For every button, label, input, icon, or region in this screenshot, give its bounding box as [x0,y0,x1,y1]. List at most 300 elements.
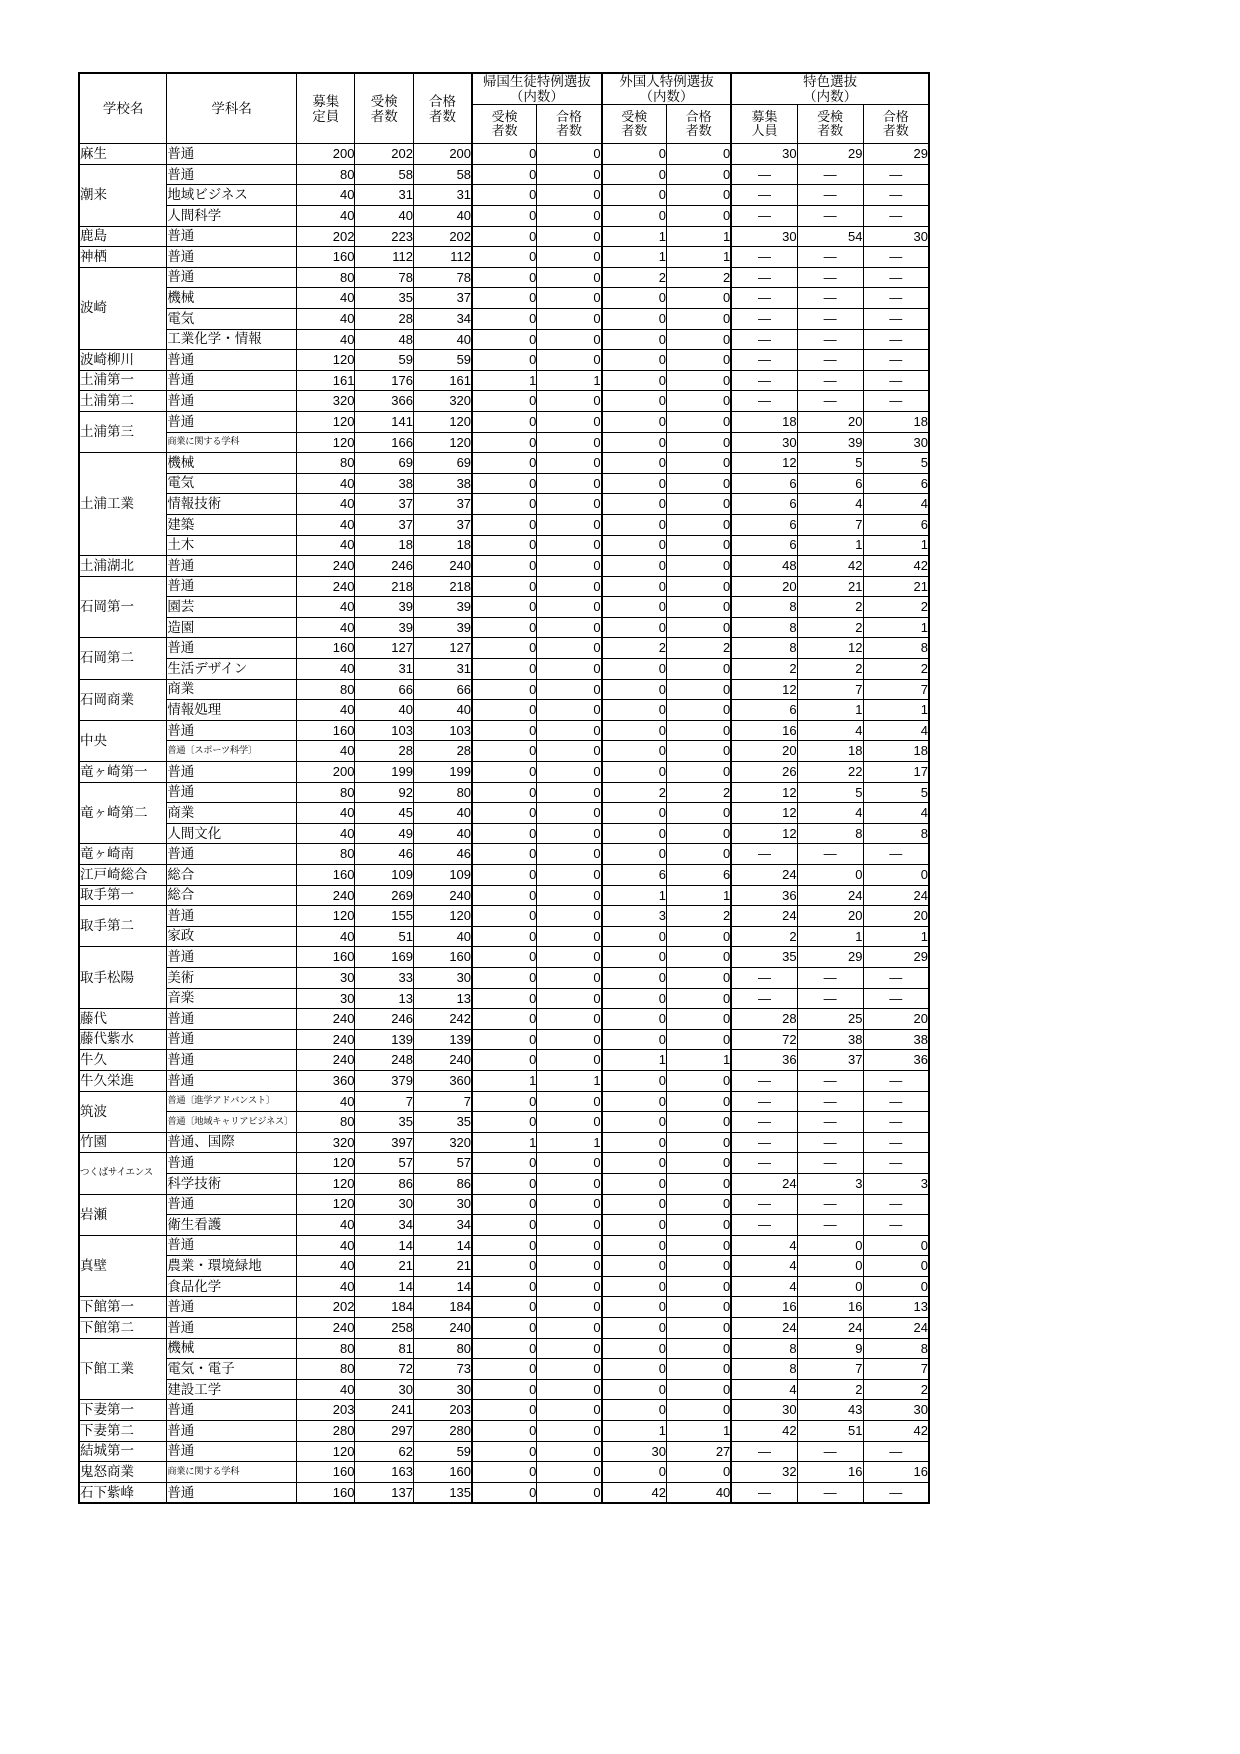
returnee-applicants-cell: 0 [472,885,537,906]
special-applicants-cell: ― [797,1070,863,1091]
department-name-cell: 造園 [167,617,297,638]
table-row [79,1091,929,1112]
foreign-passed-cell: 0 [666,1194,731,1215]
returnee-applicants-cell: 0 [472,1009,537,1030]
passed-cell: 37 [414,288,473,309]
passed-cell: 86 [414,1173,473,1194]
passed-cell: 360 [414,1070,473,1091]
special-applicants-cell: 5 [797,453,863,474]
table-row [79,1482,929,1503]
special-passed-cell: 38 [863,1029,929,1050]
special-quota-cell: 30 [731,1400,797,1421]
passed-cell: 59 [414,350,473,371]
school-name-cell: 真壁 [79,1235,167,1297]
department-name-cell: 美術 [167,967,297,988]
applicants-cell: 72 [355,1359,414,1380]
school-name-cell: 波崎柳川 [79,350,167,371]
special-applicants-cell: 24 [797,885,863,906]
applicants-cell: 81 [355,1338,414,1359]
returnee-applicants-cell: 0 [472,823,537,844]
special-passed-cell: 4 [863,720,929,741]
table-row [79,885,929,906]
returnee-passed-cell: 0 [537,967,602,988]
special-passed-cell: 1 [863,617,929,638]
foreign-passed-cell: 0 [666,988,731,1009]
returnee-applicants-cell: 0 [472,432,537,453]
department-name-cell: 人間文化 [167,823,297,844]
returnee-applicants-cell: 0 [472,1194,537,1215]
table-row [79,576,929,597]
foreign-passed-cell: 0 [666,926,731,947]
foreign-applicants-cell: 0 [602,453,667,474]
quota-cell: 40 [296,1091,355,1112]
special-applicants-cell: 12 [797,638,863,659]
applicants-cell: 258 [355,1318,414,1339]
applicants-cell: 379 [355,1070,414,1091]
special-passed-cell: 4 [863,494,929,515]
table-row [79,617,929,638]
department-name-cell: 建設工学 [167,1379,297,1400]
returnee-passed-cell: 1 [537,370,602,391]
special-passed-cell: 0 [863,1276,929,1297]
special-passed-cell: 30 [863,226,929,247]
passed-cell: 161 [414,370,473,391]
table-row [79,782,929,803]
foreign-applicants-cell: 0 [602,1091,667,1112]
special-passed-cell: ― [863,1482,929,1503]
returnee-passed-cell: 0 [537,926,602,947]
foreign-applicants-cell: 0 [602,308,667,329]
table-row [79,762,929,783]
returnee-applicants-cell: 0 [472,267,537,288]
special-passed-cell: ― [863,247,929,268]
table-row [79,865,929,886]
foreign-applicants-cell: 0 [602,144,667,165]
quota-cell: 202 [296,1297,355,1318]
special-quota-cell: 32 [731,1462,797,1483]
department-name-cell: 機械 [167,288,297,309]
applicants-cell: 62 [355,1441,414,1462]
foreign-applicants-cell: 30 [602,1441,667,1462]
department-name-cell: 商業に関する学科 [167,432,297,453]
special-passed-cell: ― [863,1215,929,1236]
returnee-applicants-cell: 0 [472,1112,537,1133]
foreign-passed-cell: 2 [666,906,731,927]
returnee-passed-cell: 0 [537,1029,602,1050]
foreign-passed-cell: 0 [666,288,731,309]
returnee-applicants-cell: 0 [472,391,537,412]
returnee-passed-cell: 0 [537,329,602,350]
special-quota-cell: ― [731,206,797,227]
passed-cell: 28 [414,741,473,762]
special-applicants-cell: ― [797,370,863,391]
table-row [79,288,929,309]
special-passed-cell: ― [863,370,929,391]
applicants-cell: 14 [355,1235,414,1256]
applicants-cell: 18 [355,535,414,556]
table-row [79,1132,929,1153]
special-quota-cell: ― [731,308,797,329]
department-name-cell: 普通、国際 [167,1132,297,1153]
foreign-passed-cell: 0 [666,1112,731,1133]
quota-cell: 120 [296,350,355,371]
table-row [79,370,929,391]
header-school: 学校名 [79,73,167,144]
quota-cell: 40 [296,206,355,227]
department-name-cell: 情報処理 [167,700,297,721]
special-applicants-cell: 3 [797,1173,863,1194]
returnee-applicants-cell: 0 [472,288,537,309]
school-name-cell: 麻生 [79,144,167,165]
special-applicants-cell: ― [797,267,863,288]
quota-cell: 40 [296,823,355,844]
special-applicants-cell: ― [797,350,863,371]
department-name-cell: 普通〔地域キャリアビジネス〕 [167,1112,297,1133]
special-applicants-cell: ― [797,1441,863,1462]
foreign-passed-cell: 0 [666,206,731,227]
department-name-cell: 総合 [167,885,297,906]
quota-cell: 80 [296,782,355,803]
special-passed-cell: 13 [863,1297,929,1318]
special-applicants-cell: ― [797,1194,863,1215]
quota-cell: 120 [296,432,355,453]
applicants-cell: 37 [355,494,414,515]
special-passed-cell: 7 [863,1359,929,1380]
returnee-passed-cell: 0 [537,1379,602,1400]
special-applicants-cell: 25 [797,1009,863,1030]
special-quota-cell: 6 [731,700,797,721]
special-passed-cell: ― [863,350,929,371]
table-row [79,1173,929,1194]
special-quota-cell: 4 [731,1235,797,1256]
passed-cell: 139 [414,1029,473,1050]
special-quota-cell: 12 [731,803,797,824]
foreign-passed-cell: 40 [666,1482,731,1503]
special-quota-cell: ― [731,1070,797,1091]
returnee-applicants-cell: 0 [472,1173,537,1194]
applicants-cell: 139 [355,1029,414,1050]
quota-cell: 240 [296,1009,355,1030]
department-name-cell: 科学技術 [167,1173,297,1194]
quota-cell: 360 [296,1070,355,1091]
special-quota-cell: ― [731,1091,797,1112]
foreign-applicants-cell: 2 [602,638,667,659]
foreign-passed-cell: 6 [666,865,731,886]
special-passed-cell: 8 [863,638,929,659]
school-name-cell: 土浦工業 [79,453,167,556]
special-passed-cell: 16 [863,1462,929,1483]
returnee-applicants-cell: 0 [472,144,537,165]
applicants-cell: 137 [355,1482,414,1503]
foreign-passed-cell: 0 [666,844,731,865]
returnee-applicants-cell: 0 [472,1256,537,1277]
table-row [79,926,929,947]
foreign-passed-cell: 0 [666,494,731,515]
department-name-cell: 普通 [167,1235,297,1256]
special-applicants-cell: ― [797,185,863,206]
passed-cell: 120 [414,432,473,453]
school-name-cell: つくばサイエンス [79,1153,167,1194]
foreign-applicants-cell: 0 [602,473,667,494]
returnee-passed-cell: 0 [537,1194,602,1215]
quota-cell: 240 [296,576,355,597]
foreign-applicants-cell: 0 [602,1462,667,1483]
school-name-cell: 神栖 [79,247,167,268]
applicants-cell: 35 [355,288,414,309]
passed-cell: 57 [414,1153,473,1174]
applicants-cell: 141 [355,411,414,432]
quota-cell: 160 [296,1482,355,1503]
department-name-cell: 普通 [167,1318,297,1339]
special-passed-cell: ― [863,185,929,206]
returnee-passed-cell: 0 [537,391,602,412]
special-passed-cell: 7 [863,679,929,700]
department-name-cell: 普通 [167,906,297,927]
passed-cell: 73 [414,1359,473,1380]
table-row [79,1153,929,1174]
foreign-passed-cell: 0 [666,947,731,968]
special-applicants-cell: 4 [797,803,863,824]
special-quota-cell: 26 [731,762,797,783]
special-passed-cell: 0 [863,865,929,886]
table-row [79,1441,929,1462]
special-quota-cell: 30 [731,432,797,453]
foreign-passed-cell: 0 [666,350,731,371]
special-passed-cell: ― [863,206,929,227]
special-applicants-cell: 0 [797,1235,863,1256]
school-name-cell: 石岡第一 [79,576,167,638]
special-passed-cell: 5 [863,782,929,803]
passed-cell: 184 [414,1297,473,1318]
department-name-cell: 総合 [167,865,297,886]
foreign-passed-cell: 0 [666,1091,731,1112]
header-foreign-applicants: 受検 者数 [602,105,667,144]
passed-cell: 127 [414,638,473,659]
returnee-applicants-cell: 0 [472,679,537,700]
department-name-cell: 普通 [167,411,297,432]
passed-cell: 34 [414,1215,473,1236]
returnee-applicants-cell: 0 [472,535,537,556]
school-name-cell: 取手第二 [79,906,167,947]
returnee-passed-cell: 0 [537,1215,602,1236]
admissions-statistics-sheet [78,72,930,1504]
foreign-applicants-cell: 0 [602,1009,667,1030]
school-name-cell: 下妻第二 [79,1421,167,1442]
table-row [79,1318,929,1339]
table-row [79,247,929,268]
quota-cell: 120 [296,1173,355,1194]
returnee-passed-cell: 0 [537,473,602,494]
school-name-cell: 鹿島 [79,226,167,247]
returnee-applicants-cell: 0 [472,1379,537,1400]
passed-cell: 30 [414,1379,473,1400]
returnee-applicants-cell: 0 [472,576,537,597]
foreign-applicants-cell: 1 [602,1050,667,1071]
special-applicants-cell: 37 [797,1050,863,1071]
foreign-applicants-cell: 0 [602,329,667,350]
foreign-applicants-cell: 0 [602,185,667,206]
school-name-cell: 中央 [79,720,167,761]
foreign-passed-cell: 0 [666,1297,731,1318]
quota-cell: 240 [296,1318,355,1339]
special-quota-cell: 16 [731,720,797,741]
foreign-applicants-cell: 1 [602,885,667,906]
header-special-quota: 募集 人員 [731,105,797,144]
applicants-cell: 39 [355,597,414,618]
returnee-applicants-cell: 0 [472,164,537,185]
department-name-cell: 普通 [167,1029,297,1050]
special-quota-cell: 6 [731,473,797,494]
special-applicants-cell: ― [797,288,863,309]
table-body [79,144,929,1504]
special-quota-cell: ― [731,1441,797,1462]
special-passed-cell: ― [863,1194,929,1215]
quota-cell: 160 [296,865,355,886]
passed-cell: 202 [414,226,473,247]
returnee-passed-cell: 0 [537,411,602,432]
special-applicants-cell: 5 [797,782,863,803]
returnee-passed-cell: 0 [537,494,602,515]
foreign-passed-cell: 0 [666,1359,731,1380]
returnee-passed-cell: 0 [537,514,602,535]
foreign-passed-cell: 0 [666,679,731,700]
department-name-cell: 普通 [167,370,297,391]
special-quota-cell: ― [731,267,797,288]
department-name-cell: 生活デザイン [167,659,297,680]
special-passed-cell: 0 [863,1256,929,1277]
school-name-cell: 竜ヶ崎第二 [79,782,167,844]
table-row [79,1112,929,1133]
foreign-passed-cell: 0 [666,370,731,391]
applicants-cell: 13 [355,988,414,1009]
header-dept: 学科名 [167,73,297,144]
school-name-cell: 土浦第三 [79,411,167,452]
special-quota-cell: 6 [731,494,797,515]
special-passed-cell: ― [863,288,929,309]
quota-cell: 240 [296,556,355,577]
passed-cell: 69 [414,453,473,474]
passed-cell: 103 [414,720,473,741]
special-quota-cell: ― [731,247,797,268]
table-row [79,700,929,721]
special-applicants-cell: 1 [797,535,863,556]
returnee-applicants-cell: 0 [472,1359,537,1380]
special-quota-cell: ― [731,1482,797,1503]
special-passed-cell: 1 [863,535,929,556]
quota-cell: 40 [296,514,355,535]
returnee-passed-cell: 0 [537,1235,602,1256]
quota-cell: 202 [296,226,355,247]
department-name-cell: 普通 [167,1153,297,1174]
special-applicants-cell: 20 [797,411,863,432]
special-passed-cell: 20 [863,906,929,927]
passed-cell: 40 [414,206,473,227]
foreign-passed-cell: 0 [666,576,731,597]
quota-cell: 161 [296,370,355,391]
returnee-passed-cell: 0 [537,1173,602,1194]
applicants-cell: 241 [355,1400,414,1421]
passed-cell: 320 [414,1132,473,1153]
special-applicants-cell: 2 [797,617,863,638]
applicants-cell: 184 [355,1297,414,1318]
returnee-passed-cell: 0 [537,247,602,268]
foreign-passed-cell: 0 [666,1400,731,1421]
foreign-passed-cell: 1 [666,885,731,906]
quota-cell: 30 [296,967,355,988]
applicants-cell: 37 [355,514,414,535]
special-passed-cell: ― [863,1070,929,1091]
returnee-applicants-cell: 0 [472,1153,537,1174]
school-name-cell: 取手松陽 [79,947,167,1009]
quota-cell: 40 [296,659,355,680]
returnee-passed-cell: 0 [537,679,602,700]
returnee-applicants-cell: 0 [472,1276,537,1297]
passed-cell: 280 [414,1421,473,1442]
quota-cell: 40 [296,926,355,947]
table-row [79,638,929,659]
returnee-applicants-cell: 0 [472,1400,537,1421]
foreign-applicants-cell: 0 [602,741,667,762]
department-name-cell: 普通 [167,1009,297,1030]
table-row [79,494,929,515]
returnee-applicants-cell: 0 [472,1318,537,1339]
table-row [79,803,929,824]
foreign-passed-cell: 1 [666,247,731,268]
special-quota-cell: ― [731,370,797,391]
quota-cell: 80 [296,164,355,185]
table-row [79,1070,929,1091]
school-name-cell: 牛久栄進 [79,1070,167,1091]
table-row [79,1359,929,1380]
quota-cell: 203 [296,1400,355,1421]
department-name-cell: 普通〔スポーツ科学〕 [167,741,297,762]
table-row [79,329,929,350]
foreign-passed-cell: 0 [666,1462,731,1483]
department-name-cell: 普通 [167,947,297,968]
department-name-cell: 電気 [167,473,297,494]
school-name-cell: 土浦第一 [79,370,167,391]
special-passed-cell: 24 [863,885,929,906]
quota-cell: 40 [296,185,355,206]
applicants-cell: 28 [355,741,414,762]
returnee-passed-cell: 0 [537,1338,602,1359]
returnee-passed-cell: 0 [537,988,602,1009]
department-name-cell: 普通 [167,350,297,371]
special-quota-cell: 8 [731,597,797,618]
foreign-applicants-cell: 0 [602,164,667,185]
foreign-applicants-cell: 0 [602,1132,667,1153]
applicants-cell: 246 [355,1009,414,1030]
returnee-passed-cell: 0 [537,453,602,474]
foreign-applicants-cell: 0 [602,1359,667,1380]
applicants-cell: 30 [355,1379,414,1400]
foreign-applicants-cell: 42 [602,1482,667,1503]
table-row [79,185,929,206]
passed-cell: 35 [414,1112,473,1133]
applicants-cell: 51 [355,926,414,947]
passed-cell: 240 [414,556,473,577]
table-row [79,679,929,700]
foreign-applicants-cell: 0 [602,617,667,638]
special-quota-cell: ― [731,1112,797,1133]
foreign-applicants-cell: 1 [602,1421,667,1442]
special-applicants-cell: ― [797,308,863,329]
header-group-returnee: 帰国生徒特例選抜 （内数） [472,73,602,105]
special-applicants-cell: ― [797,164,863,185]
foreign-passed-cell: 0 [666,1235,731,1256]
passed-cell: 242 [414,1009,473,1030]
foreign-applicants-cell: 0 [602,288,667,309]
